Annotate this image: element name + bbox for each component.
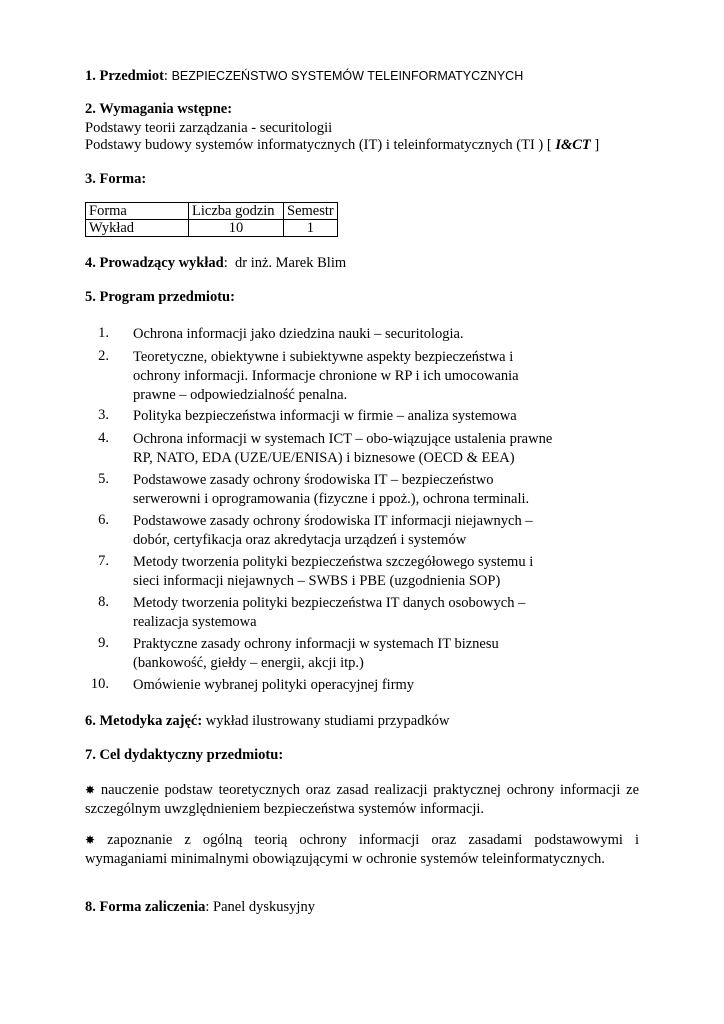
program-item-number: 6. [98, 512, 109, 528]
program-item-line: Teoretyczne, obiektywne i subiektywne aspekty bezpieczeństwa i [133, 349, 514, 365]
section-2-ict-term: I&CT [555, 137, 591, 153]
goal-bullet-2-line-1: zapoznanie z ogólną teorią ochrony informacji oraz zasadami podstawowymi i [107, 832, 639, 848]
program-item-line: Podstawowe zasady ochrony środowiska IT – bezpieczeństwo [133, 472, 494, 488]
program-item-line: realizacja systemowa [133, 614, 257, 630]
program-item-number: 3. [98, 407, 109, 423]
program-item-number: 5. [98, 471, 109, 487]
section-2-label: 2. Wymagania wstępne: [85, 101, 233, 117]
section-1-colon: : [163, 68, 168, 84]
program-item-line: ochrony informacji. Informacje chronione w RP i ich umocowania [133, 368, 519, 384]
semester-value-cell: 1 [284, 220, 338, 237]
section-1-subject [85, 68, 523, 85]
program-item-line: Polityka bezpieczeństwa informacji w firmie – analiza systemowa [133, 408, 517, 424]
section-3-heading [85, 170, 146, 189]
forma-value-cell: Wykład [86, 220, 189, 237]
program-item-line: prawne – odpowiedzialność penalna. [133, 387, 348, 403]
program-item-line: serwerowni i oprogramowania (fizyczne i ppoż.), ochrona terminali. [133, 491, 530, 507]
program-item-line: Podstawowe zasady ochrony środowiska IT informacji niejawnych – [133, 513, 533, 529]
section-2-heading [85, 100, 232, 119]
section-8-assessment [85, 898, 315, 917]
program-item-line: (bankowość, giełdy – energii, akcji itp.) [133, 655, 364, 671]
section-2-line-2-bracket: ] [594, 137, 600, 153]
section-7-label: 7. Cel dydaktyczny przedmiotu: [85, 747, 284, 763]
program-item-line: Ochrona informacji w systemach ICT – obo-wiązujące ustalenia prawne [133, 431, 553, 447]
program-item-text [133, 594, 553, 632]
forma-table-row [86, 220, 338, 237]
section-1-label: 1. Przedmiot [85, 68, 164, 84]
section-2-line-2-text: Podstawy budowy systemów informatycznych (IT) i teleinformatycznych (TI ) [ [85, 137, 552, 153]
semester-header-cell: Semestr [284, 203, 338, 220]
program-item-number: 10. [90, 676, 109, 692]
section-4-lecturer [85, 254, 346, 273]
program-item-number: 9. [98, 635, 109, 651]
program-item-text [133, 325, 553, 344]
program-item-number: 7. [98, 553, 109, 569]
forma-table-header-row [86, 203, 338, 220]
program-item-line: Omówienie wybranej polityki operacyjnej firmy [133, 677, 415, 693]
section-2-line-1: Podstawy teorii zarządzania - securitologii [85, 120, 333, 136]
section-2-line-2 [85, 136, 599, 155]
program-item-number: 2. [98, 348, 109, 364]
program-item-text [133, 430, 553, 468]
program-item-text [133, 471, 553, 509]
section-8-value: Panel dyskusyjny [213, 899, 315, 915]
section-4-label: 4. Prowadzący wykład [85, 255, 224, 271]
program-item-text [133, 553, 553, 591]
section-5-heading [85, 288, 235, 307]
section-4-value: dr inż. Marek Blim [234, 255, 347, 271]
section-3-label: 3. Forma: [85, 171, 147, 187]
hours-value-cell: 10 [189, 220, 284, 237]
goal-bullet-1-line-2: szczególnym uwzględnieniem bezpieczeństwa systemów informacji. [85, 801, 485, 817]
program-item-text [133, 635, 553, 673]
program-item-number: 1. [98, 325, 109, 341]
program-item-line: Metody tworzenia polityki bezpieczeństwa szczegółowego systemu i [133, 554, 534, 570]
program-item-text [133, 348, 553, 405]
section-6-value: wykład ilustrowany studiami przypadków [205, 713, 450, 729]
program-item-line: Ochrona informacji jako dziedzina nauki – securitologia. [133, 326, 464, 342]
section-1-value: BEZPIECZEŃSTWO SYSTEMÓW TELEINFORMATYCZNYCH [171, 69, 524, 83]
program-item-line: dobór, certyfikacja oraz akredytacja urządzeń i systemów [133, 532, 467, 548]
section-8-colon: : [205, 899, 210, 915]
program-item-line: sieci informacji niejawnych – SWBS i PBE (uzgodnienia SOP) [133, 573, 501, 589]
goal-bullet-1-line-1: nauczenie podstaw teoretycznych oraz zasad realizacji praktycznej ochrony informacji ze [100, 782, 639, 798]
section-5-label: 5. Program przedmiotu: [85, 289, 235, 305]
section-4-colon: : [223, 255, 228, 271]
hours-header-cell: Liczba godzin [189, 203, 284, 220]
program-item-line: RP, NATO, EDA (UZE/UE/ENISA) i biznesowe (OECD & EEA) [133, 450, 515, 466]
program-item-number: 4. [98, 430, 109, 446]
goal-bullet-2-line-2: wymaganiami minimalnymi obowiązującymi w ochronie systemów teleinformatycznych. [85, 851, 605, 867]
section-6-method [85, 712, 449, 731]
program-item-text [133, 407, 553, 426]
program-item-line: Praktyczne zasady ochrony informacji w systemach IT biznesu [133, 636, 499, 652]
program-item-number: 8. [98, 594, 109, 610]
asterisk-bullet-icon: ✸ [85, 833, 96, 847]
section-8-label: 8. Forma zaliczenia [85, 899, 206, 915]
section-7-heading [85, 746, 283, 765]
program-item-text [133, 676, 553, 695]
forma-header-cell: Forma [86, 203, 189, 220]
forma-table [85, 202, 338, 237]
asterisk-bullet-icon: ✸ [85, 783, 96, 797]
section-6-label: 6. Metodyka zajęć: [85, 713, 203, 729]
program-item-text [133, 512, 553, 550]
program-item-line: Metody tworzenia polityki bezpieczeństwa IT danych osobowych – [133, 595, 526, 611]
